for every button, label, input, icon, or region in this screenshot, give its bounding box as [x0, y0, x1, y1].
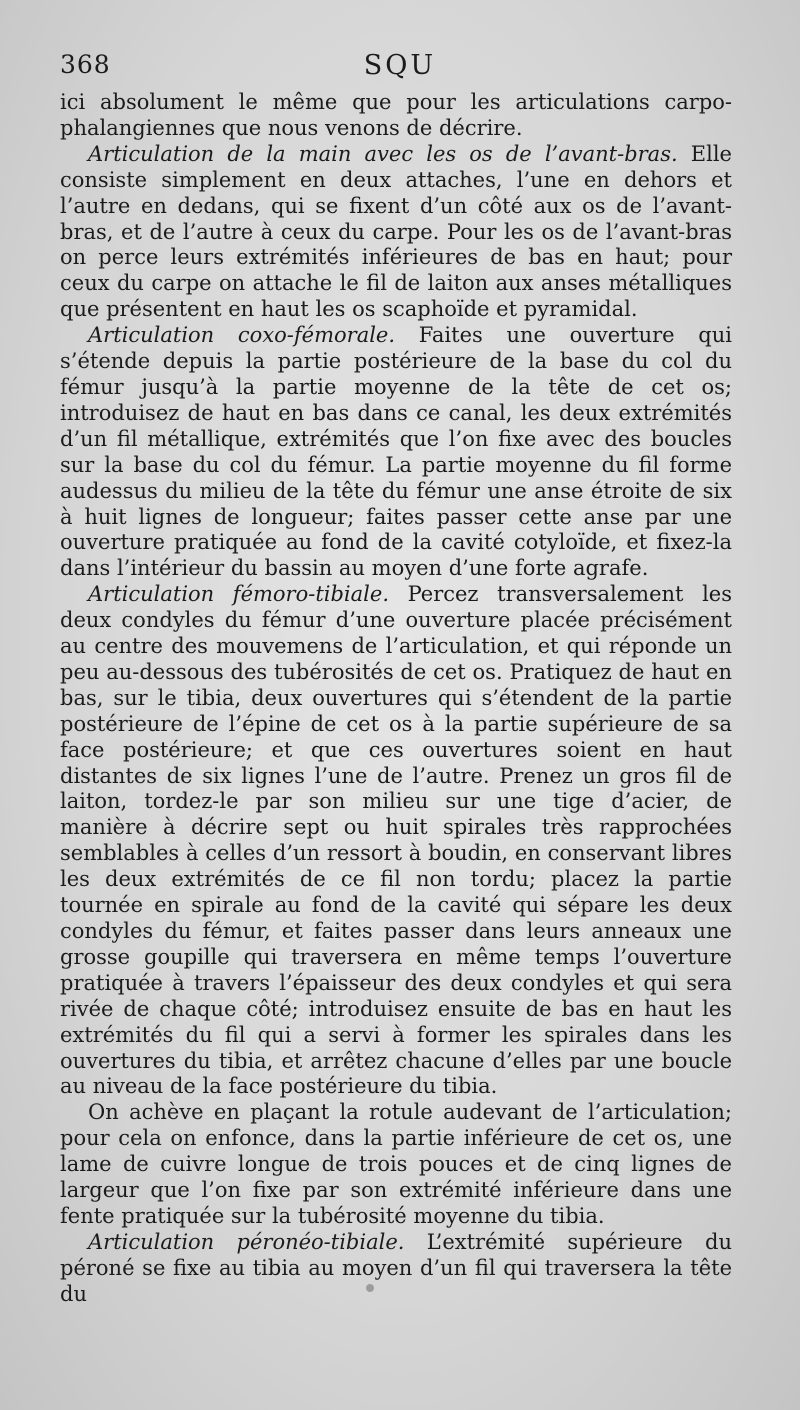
- paragraph-text: Faites une ouverture qui s’étende depuis la partie postérieure de la base du col du fémur jusqu’à la partie moyenne de la tête de cet os; introduisez de haut en bas dans ce canal, les deux extrémités d’un fil métallique, extrémités que l’on fixe avec des boucles sur la base du col du fémur. La partie moyenne du fil forme audessus du milieu de la tête du fémur une anse étroite de six à huit lignes de longueur; faites passer cette anse par une ouverture pratiquée au fond de la cavité cotyloïde, et fixez-la dans l’intérieur du bassin au moyen d’une forte agrafe.: [60, 323, 732, 581]
- paragraph-text: Percez transversalement les deux condyles du fémur d’une ouverture placée précisément au centre des mouvemens de l’articulation, et qui réponde un peu au-dessous des tubérosités de cet os. Pratiquez de haut en bas, sur le tibia, deux ouvertures qui s’étendent de la partie postérieure de l’épine de cet os à la partie supérieure de sa face postérieure; et que ces ouvertures soient en haut distantes de six lignes l’une de l’autre. Prenez un gros fil de laiton, tordez-le par son milieu sur une tige d’acier, de manière à décrire sept ou huit spirales très rapprochées semblables à celles d’un ressort à boudin, en conservant libres les deux extrémités de ce fil non tordu; placez la partie tournée en spirale au fond de la cavité qui sépare les deux condyles du fémur, et faites passer dans leurs anneaux une grosse goupille qui traversera en même temps l’ouverture pratiquée à travers l’épaisseur des deux condyles et qui sera rivée de chaque côté; introduisez ensuite de bas en haut les extrémités du fil qui a servi à former les spirales dans les ouvertures du tibia, et arrêtez chacune d’elles par une boucle au niveau de la face postérieure du tibia.: [60, 582, 732, 1099]
- paragraph-patella: [60, 1100, 732, 1230]
- paragraph-knee-articulation: [60, 582, 732, 1100]
- page-number: 368: [60, 50, 111, 79]
- section-heading: Articulation fémoro-tibiale.: [88, 582, 408, 607]
- paragraph-hip-articulation: [60, 323, 732, 582]
- paragraph-fibula-articulation: [60, 1230, 732, 1308]
- paragraph-text: L’extrémité supérieure du péroné se fixe au tibia au moyen d’un fil qui traversera la tête du: [60, 1229, 732, 1306]
- section-heading: Articulation péronéo-tibiale.: [88, 1229, 427, 1254]
- paragraph-text: Elle consiste simplement en deux attaches, l’une en dehors et l’autre en dedans, qui se fixent d’un côté aux os de l’avant-bras, et de l’autre à ceux du carpe. Pour les os de l’avant-bras on perce leurs extrémités inférieures de bas en haut; pour ceux du carpe on attache le fil de laiton aux anses métalliques que présentent en haut les os scaphoïde et pyramidal.: [60, 141, 732, 322]
- paragraph-continuation: [60, 90, 732, 142]
- section-heading: Articulation de la main avec les os de l’avant-bras.: [88, 141, 691, 166]
- page-header: [60, 50, 740, 84]
- paragraph-text: On achève en plaçant la rotule audevant de l’articulation; pour cela on enfonce, dans la partie inférieure de cet os, une lame de cuivre longue de trois pouces et de cinq lignes de largeur que l’on fixe par son extrémité inférieure dans une fente pratiquée sur la tubérosité moyenne du tibia.: [60, 1100, 732, 1228]
- paragraph-wrist-articulation: [60, 142, 732, 323]
- running-head: SQU: [363, 50, 437, 81]
- body-text: [60, 90, 732, 1308]
- paragraph-text: ici absolument le même que pour les articulations carpo-phalangiennes que nous venons de décrire.: [60, 90, 732, 140]
- ink-blot: [366, 1284, 374, 1292]
- section-heading: Articulation coxo-fémorale.: [88, 323, 419, 348]
